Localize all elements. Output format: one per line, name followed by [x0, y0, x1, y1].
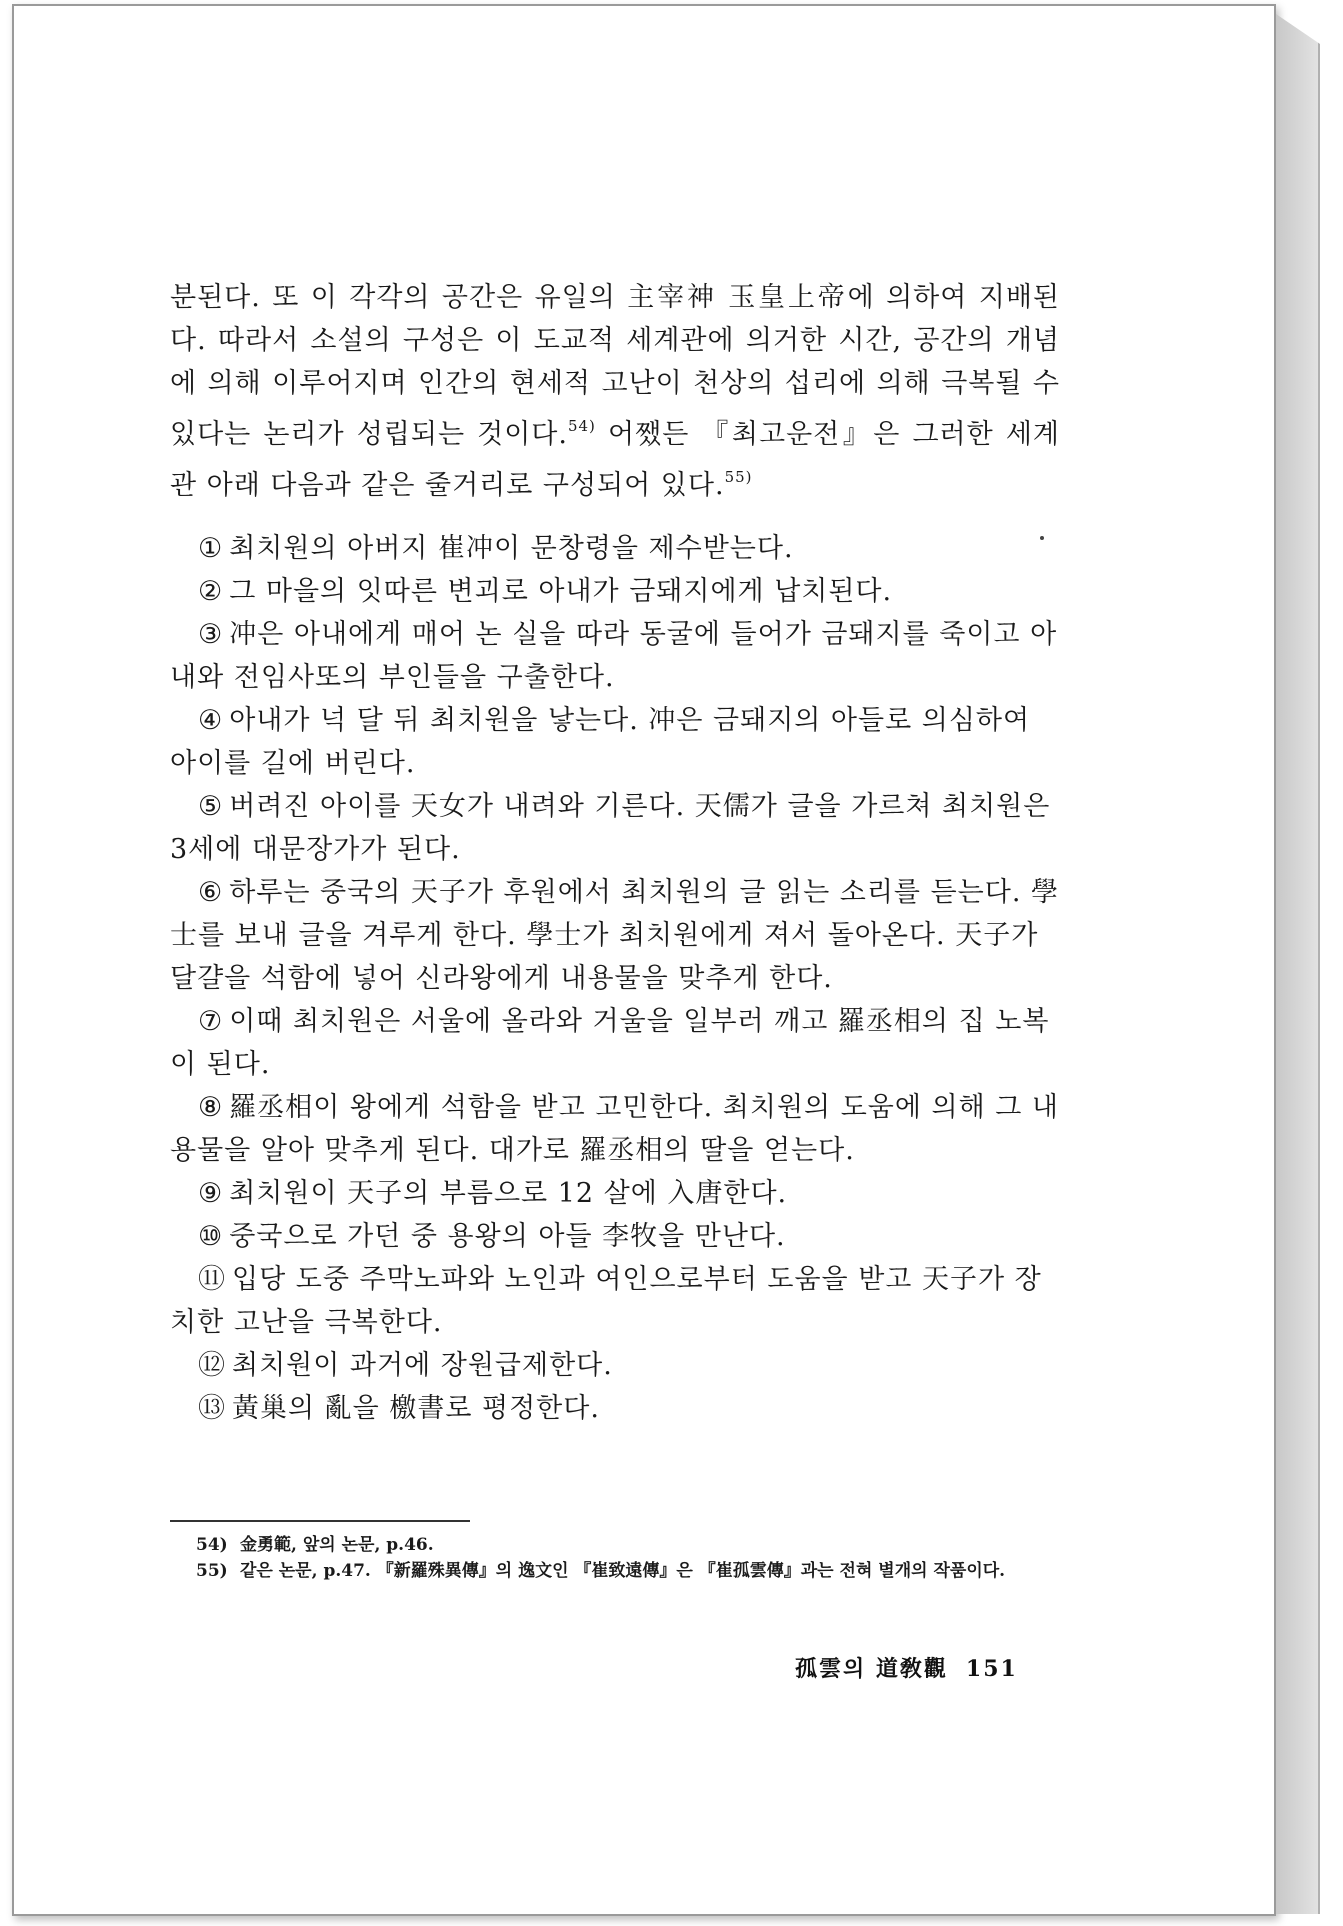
footnote-list: [196, 1532, 1061, 1584]
event-number: ⑫: [198, 1350, 226, 1381]
event-text: 버려진 아이를 天女가 내려와 기른다. 天儒가 글을 가르쳐 최치원은 3세에 대문장가가 된다.: [170, 791, 1051, 865]
event-number: ⑨: [198, 1178, 224, 1209]
page-number: 151: [965, 1656, 1018, 1682]
event-text: 최치원이 天子의 부름으로 12 살에 入唐한다.: [229, 1178, 788, 1209]
footnote-ref-54[interactable]: 54): [567, 417, 596, 435]
event-number: ①: [198, 533, 224, 564]
footnote-item: [196, 1532, 1061, 1558]
event-number: ⑧: [198, 1092, 224, 1123]
event-text: 최치원이 과거에 장원급제한다.: [232, 1350, 613, 1381]
event-number: ②: [198, 576, 224, 607]
plot-event-item: [170, 570, 1060, 613]
plot-event-item: [170, 1215, 1060, 1258]
footnote-ref-55[interactable]: 55): [724, 468, 753, 486]
plot-event-item: [170, 1086, 1060, 1172]
plot-event-item: [170, 871, 1060, 1000]
plot-event-item: [170, 699, 1060, 785]
footnote-number: 54): [196, 1535, 228, 1555]
plot-event-item: [170, 785, 1060, 871]
plot-event-item: [170, 1000, 1060, 1086]
plot-event-item: [170, 1344, 1060, 1387]
event-number: ③: [198, 619, 224, 650]
plot-event-item: [170, 613, 1060, 699]
event-number: ⑪: [198, 1264, 226, 1295]
plot-event-item: [170, 527, 1060, 570]
footnote-item: [196, 1558, 1061, 1584]
running-footer: [795, 1652, 1018, 1683]
event-text: 그 마을의 잇따른 변괴로 아내가 금돼지에게 납치된다.: [229, 576, 893, 607]
event-number: ⑩: [198, 1221, 224, 1252]
event-text: 黃巢의 亂을 檄書로 평정한다.: [232, 1393, 600, 1424]
event-text: 최치원의 아버지 崔冲이 문창령을 제수받는다.: [229, 533, 794, 564]
event-text: 아내가 넉 달 뒤 최치원을 낳는다. 冲은 금돼지의 아들로 의심하여 아이를 길에 버린다.: [170, 705, 1031, 779]
plot-event-item: [170, 1172, 1060, 1215]
running-title: 孤雲의 道敎觀: [795, 1656, 948, 1682]
event-text: 冲은 아내에게 매어 논 실을 따라 동굴에 들어가 금돼지를 죽이고 아내와 전임사또의 부인들을 구출한다.: [170, 619, 1058, 693]
footnote-rule: [170, 1520, 470, 1522]
event-number: ④: [198, 705, 224, 736]
event-text: 입당 도중 주막노파와 노인과 여인으로부터 도움을 받고 天子가 장치한 고난을 극복한다.: [170, 1264, 1042, 1338]
event-number: ⑬: [198, 1393, 226, 1424]
body-text-2: 어쨌든 『최고운전』은 그러한 세계관 아래 다음과 같은 줄거리로 구성되어 있다.: [170, 419, 1060, 501]
plot-event-item: [170, 1387, 1060, 1430]
footnote-number: 55): [196, 1561, 228, 1581]
footnote-text: 같은 논문, p.47. 『新羅殊異傳』의 逸文인 『崔致遠傳』은 『崔孤雲傳』과는 전혀 별개의 작품이다.: [240, 1561, 1006, 1581]
event-number: ⑦: [198, 1006, 224, 1037]
event-text: 하루는 중국의 天子가 후원에서 최치원의 글 읽는 소리를 듣는다. 學士를 보내 글을 겨루게 한다. 學士가 최치원에게 져서 돌아온다. 天子가 달걀을 석함에 넣어 신라왕에게 내용물을 맞추게 한다.: [170, 877, 1060, 994]
event-number: ⑥: [198, 877, 224, 908]
body-text-1: 분된다. 또 이 각각의 공간은 유일의 主宰神 玉皇上帝에 의하여 지배된다. 따라서 소설의 구성은 이 도교적 세계관에 의거한 시간, 공간의 개념에 의해 이루어지며 인간의 현세적 고난이 천상의 섭리에 의해 극복될 수 있다는 논리가 성립되는 것이다.: [170, 282, 1060, 450]
body-paragraph: [170, 276, 1060, 507]
event-number: ⑤: [198, 791, 224, 822]
footnote-text: 金勇範, 앞의 논문, p.46.: [240, 1535, 434, 1555]
plot-event-list: [170, 527, 1060, 1430]
page-stack-edge: [1276, 14, 1320, 1914]
plot-event-item: [170, 1258, 1060, 1344]
event-text: 중국으로 가던 중 용왕의 아들 李牧을 만난다.: [229, 1221, 786, 1252]
page-body: [170, 276, 1060, 1430]
event-text: 羅丞相이 왕에게 석함을 받고 고민한다. 최치원의 도움에 의해 그 내용물을 알아 맞추게 된다. 대가로 羅丞相의 딸을 얻는다.: [170, 1092, 1060, 1166]
event-text: 이때 최치원은 서울에 올라와 거울을 일부러 깨고 羅丞相의 집 노복이 된다.: [170, 1006, 1050, 1080]
